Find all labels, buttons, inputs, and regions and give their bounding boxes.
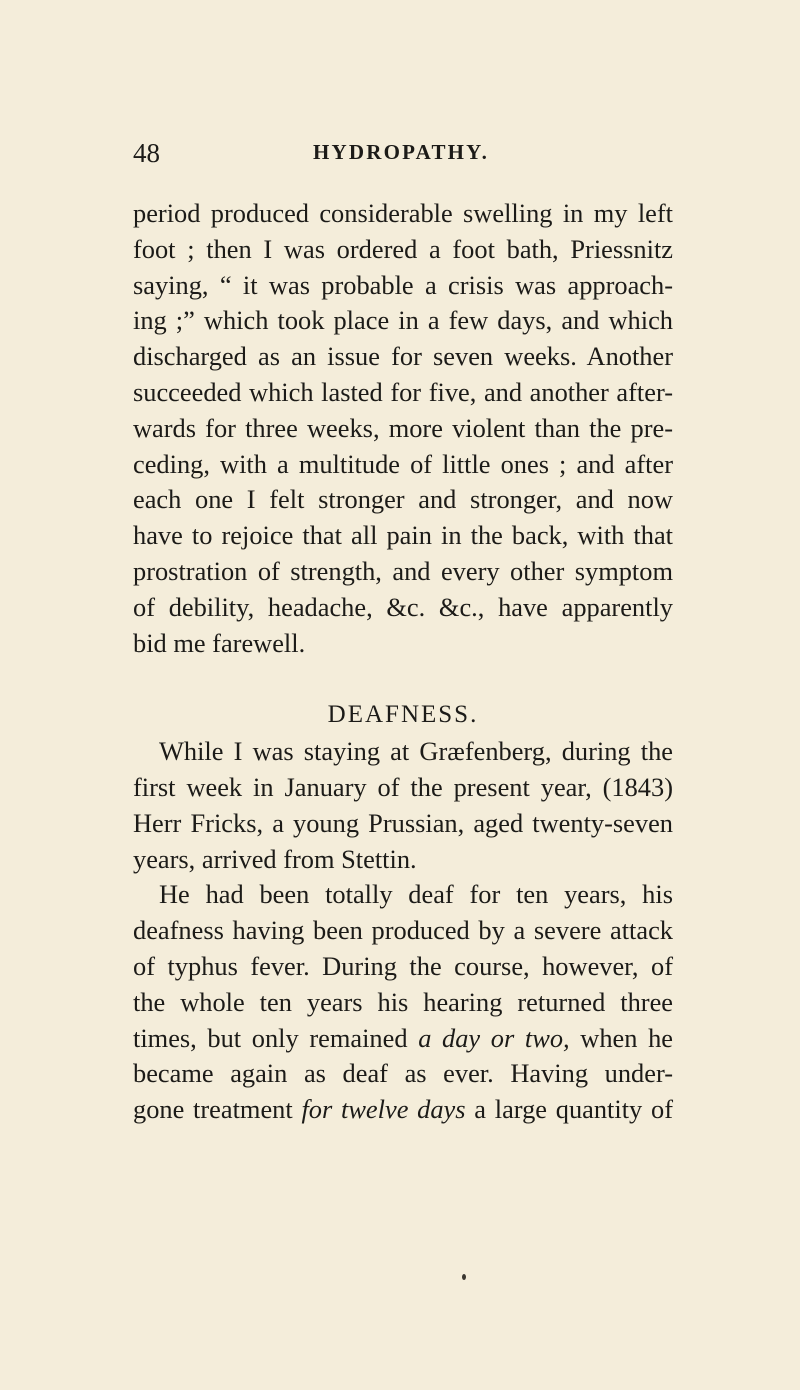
text-line: saying, “ it was probable a crisis was approach- xyxy=(133,269,673,300)
text-line: discharged as an issue for seven weeks. Another xyxy=(133,341,673,372)
italic-phrase: for twelve days xyxy=(301,1094,466,1125)
text-line: bid me farewell. xyxy=(133,627,306,658)
text-run: when he xyxy=(569,1022,673,1053)
ink-speck xyxy=(462,1274,466,1280)
text-line: ceding, with a multitude of little ones ; and after xyxy=(133,448,673,479)
paragraph-deafness-intro xyxy=(133,734,673,877)
text-line: of typhus fever. During the course, however, of xyxy=(133,950,673,981)
section-heading: DEAFNESS. xyxy=(327,701,479,729)
text-line: the whole ten years his hearing returned three xyxy=(133,986,673,1017)
text-run: a large quantity of xyxy=(465,1094,673,1125)
text-line: succeeded which lasted for five, and another after- xyxy=(133,376,673,407)
text-line: became again as deaf as ever. Having under- xyxy=(133,1058,673,1089)
body-text xyxy=(133,196,673,1128)
text-line: first week in January of the present year, (1843) xyxy=(133,771,673,802)
running-head: HYDROPATHY. xyxy=(313,140,490,164)
text-run: gone treatment xyxy=(133,1094,302,1125)
text-line: ing ;” which took place in a few days, and which xyxy=(133,305,673,336)
text-line: have to rejoice that all pain in the back, with that xyxy=(133,520,673,551)
text-line: deafness having been produced by a severe attack xyxy=(133,915,673,946)
text-line: wards for three weeks, more violent than the pre- xyxy=(133,412,673,443)
italic-phrase: a day or two, xyxy=(418,1022,570,1053)
page-number: 48 xyxy=(133,138,160,168)
text-line: each one I felt stronger and stronger, and now xyxy=(133,484,673,515)
page-header xyxy=(133,138,673,178)
text-line: prostration of strength, and every other symptom xyxy=(133,555,673,586)
text-line xyxy=(133,1021,673,1057)
paragraph-deafness-case xyxy=(133,877,673,1128)
text-line xyxy=(133,1092,673,1128)
text-line: While I was staying at Græfenberg, during the xyxy=(159,736,673,767)
text-line: years, arrived from Stettin. xyxy=(133,843,417,874)
text-line: of debility, headache, &c. &c., have apparently xyxy=(133,591,673,622)
text-line: period produced considerable swelling in my left xyxy=(133,198,673,228)
text-line: Herr Fricks, a young Prussian, aged twenty-seven xyxy=(133,807,673,838)
text-run: times, but only remained xyxy=(133,1022,419,1053)
paragraph-continuation xyxy=(133,196,673,661)
text-line: foot ; then I was ordered a foot bath, Priessnitz xyxy=(133,233,673,264)
text-line: He had been totally deaf for ten years, his xyxy=(159,879,673,910)
